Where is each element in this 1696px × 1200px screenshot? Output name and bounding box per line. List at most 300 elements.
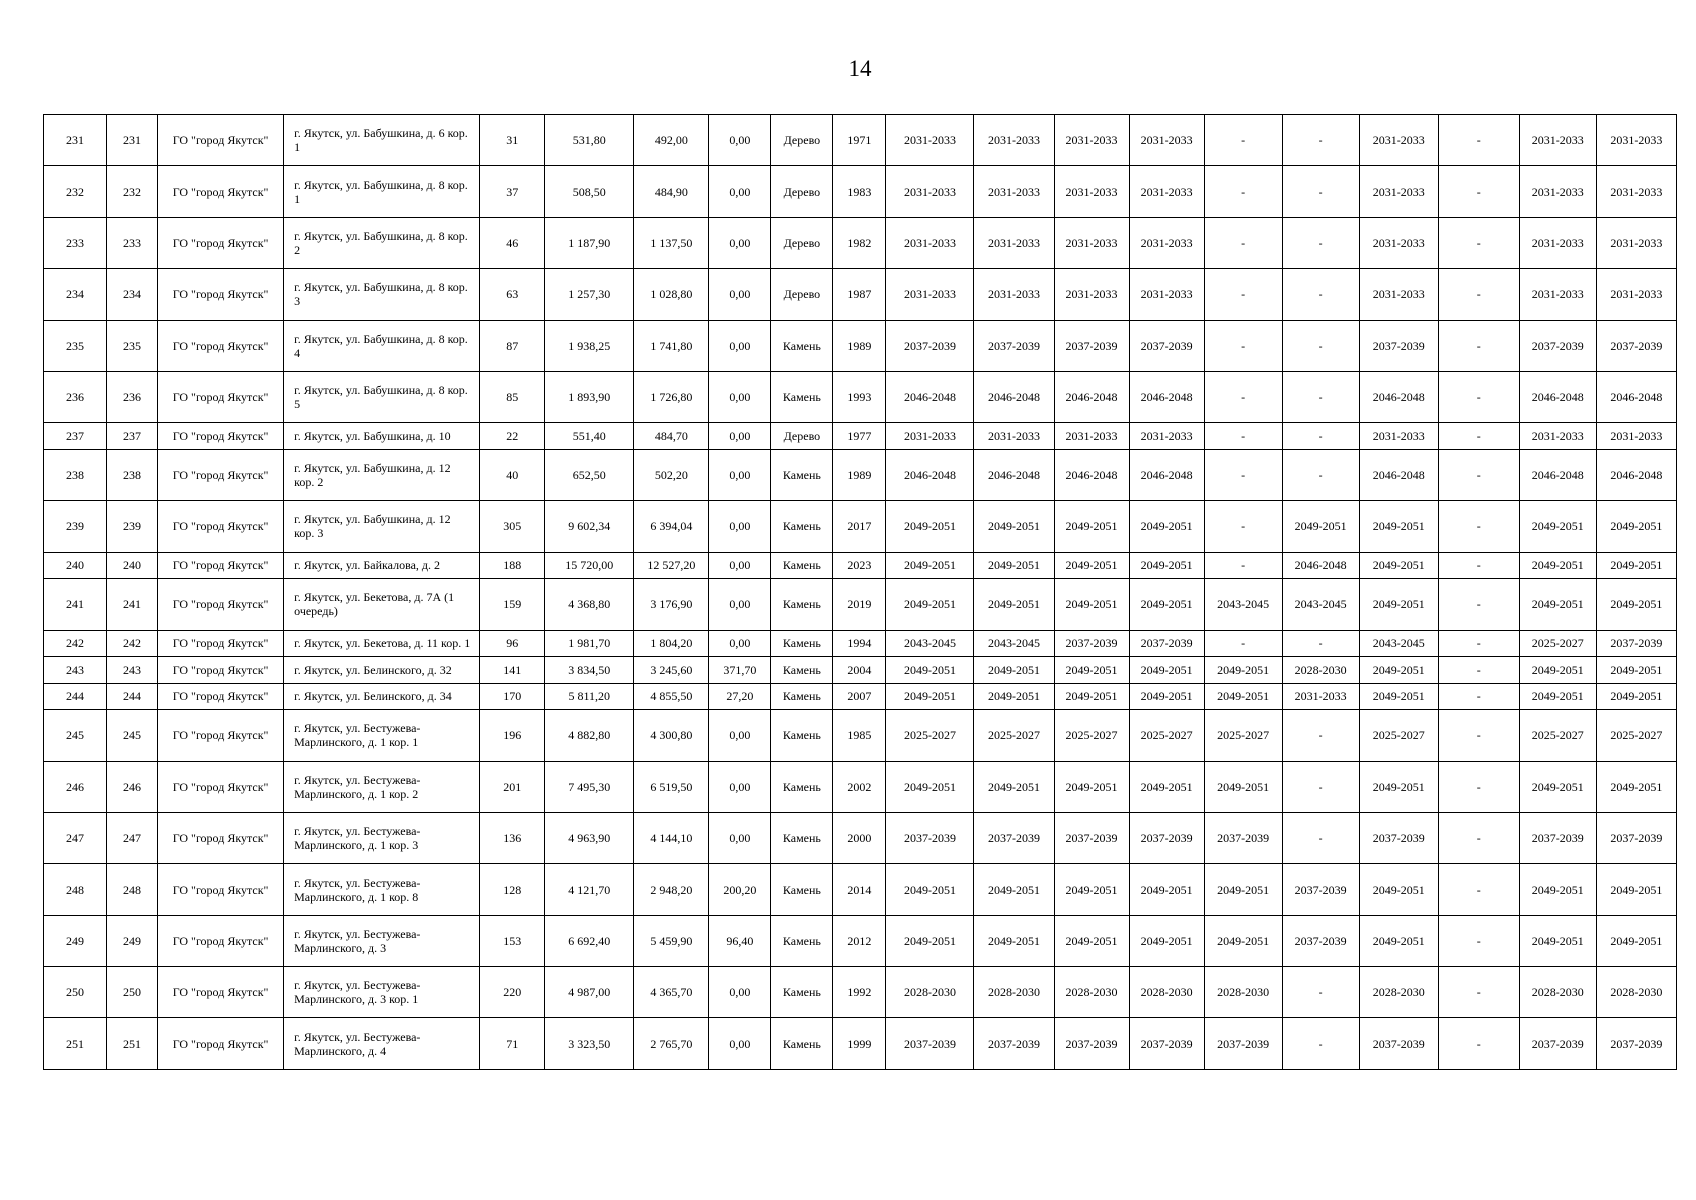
cell-period-water-supply: 2037-2039 — [1204, 812, 1282, 863]
cell-period-facade: 2049-2051 — [974, 761, 1054, 812]
cell-period-foundation: 2031-2033 — [1054, 269, 1129, 320]
cell-period-roof: 2031-2033 — [886, 217, 974, 268]
cell-row-number: 241 — [44, 579, 107, 630]
cell-period-foundation: 2049-2051 — [1054, 657, 1129, 684]
cell-period-elevator: - — [1282, 761, 1359, 812]
housing-registry-table — [43, 114, 1677, 1070]
cell-row-number: 242 — [44, 630, 107, 657]
cell-period-foundation: 2028-2030 — [1054, 967, 1129, 1018]
cell-period-facade: 2049-2051 — [974, 579, 1054, 630]
cell-period-elevator: 2049-2051 — [1282, 501, 1359, 552]
cell-period-facade: 2031-2033 — [974, 269, 1054, 320]
cell-period-electric: 2028-2030 — [1359, 967, 1438, 1018]
cell-period-basement: - — [1438, 967, 1519, 1018]
cell-period-gas: 2037-2039 — [1596, 630, 1676, 657]
table-row — [44, 449, 1677, 500]
cell-nonresidential-area: 0,00 — [709, 761, 771, 812]
cell-period-water-supply: - — [1204, 449, 1282, 500]
cell-address: г. Якутск, ул. Бабушкина, д. 8 кор. 2 — [284, 217, 480, 268]
cell-period-roof: 2049-2051 — [886, 552, 974, 579]
cell-wall-material: Камень — [771, 683, 833, 710]
cell-address: г. Якутск, ул. Бестужева-Марлинского, д. 3 — [284, 915, 480, 966]
cell-period-foundation: 2046-2048 — [1054, 371, 1129, 422]
table-row — [44, 710, 1677, 761]
cell-period-gas: 2031-2033 — [1596, 166, 1676, 217]
cell-period-sewerage: 2025-2027 — [1519, 710, 1596, 761]
cell-row-number: 246 — [44, 761, 107, 812]
cell-period-foundation: 2037-2039 — [1054, 320, 1129, 371]
cell-nonresidential-area: 0,00 — [709, 217, 771, 268]
cell-municipality: ГО "город Якутск" — [158, 864, 284, 915]
table-row — [44, 915, 1677, 966]
cell-house-id: 232 — [107, 166, 158, 217]
cell-period-roof: 2031-2033 — [886, 269, 974, 320]
cell-period-sewerage: 2031-2033 — [1519, 166, 1596, 217]
cell-wall-material: Камень — [771, 864, 833, 915]
cell-address: г. Якутск, ул. Бабушкина, д. 10 — [284, 423, 480, 450]
table-row — [44, 320, 1677, 371]
table-row — [44, 552, 1677, 579]
cell-row-number: 239 — [44, 501, 107, 552]
cell-nonresidential-area: 0,00 — [709, 423, 771, 450]
cell-nonresidential-area: 0,00 — [709, 501, 771, 552]
cell-wall-material: Камень — [771, 320, 833, 371]
cell-period-heating: 2049-2051 — [1129, 579, 1204, 630]
cell-period-basement: - — [1438, 710, 1519, 761]
cell-row-number: 235 — [44, 320, 107, 371]
cell-commissioning-year: 2000 — [833, 812, 886, 863]
cell-nonresidential-area: 0,00 — [709, 269, 771, 320]
cell-period-facade: 2046-2048 — [974, 449, 1054, 500]
cell-period-basement: - — [1438, 864, 1519, 915]
cell-period-facade: 2049-2051 — [974, 552, 1054, 579]
cell-municipality: ГО "город Якутск" — [158, 423, 284, 450]
cell-municipality: ГО "город Якутск" — [158, 449, 284, 500]
cell-house-id: 249 — [107, 915, 158, 966]
cell-house-id: 241 — [107, 579, 158, 630]
cell-total-area: 1 938,25 — [545, 320, 634, 371]
cell-period-electric: 2037-2039 — [1359, 320, 1438, 371]
cell-period-heating: 2049-2051 — [1129, 552, 1204, 579]
cell-house-id: 239 — [107, 501, 158, 552]
cell-house-id: 244 — [107, 683, 158, 710]
cell-residential-area: 12 527,20 — [634, 552, 709, 579]
cell-period-facade: 2043-2045 — [974, 630, 1054, 657]
cell-period-sewerage: 2031-2033 — [1519, 269, 1596, 320]
cell-address: г. Якутск, ул. Белинского, д. 34 — [284, 683, 480, 710]
cell-period-heating: 2037-2039 — [1129, 812, 1204, 863]
cell-nonresidential-area: 0,00 — [709, 552, 771, 579]
cell-wall-material: Камень — [771, 915, 833, 966]
cell-address: г. Якутск, ул. Бабушкина, д. 8 кор. 1 — [284, 166, 480, 217]
cell-total-area: 4 963,90 — [545, 812, 634, 863]
cell-residential-area: 1 137,50 — [634, 217, 709, 268]
cell-period-gas: 2046-2048 — [1596, 449, 1676, 500]
cell-house-id: 240 — [107, 552, 158, 579]
cell-municipality: ГО "город Якутск" — [158, 630, 284, 657]
cell-period-electric: 2031-2033 — [1359, 423, 1438, 450]
cell-period-foundation: 2031-2033 — [1054, 217, 1129, 268]
table-row — [44, 683, 1677, 710]
cell-period-elevator: - — [1282, 710, 1359, 761]
cell-wall-material: Камень — [771, 630, 833, 657]
cell-period-elevator: - — [1282, 967, 1359, 1018]
cell-nonresidential-area: 200,20 — [709, 864, 771, 915]
cell-period-facade: 2031-2033 — [974, 166, 1054, 217]
cell-period-basement: - — [1438, 449, 1519, 500]
cell-wall-material: Дерево — [771, 269, 833, 320]
cell-period-foundation: 2037-2039 — [1054, 1018, 1129, 1070]
cell-period-elevator: 2031-2033 — [1282, 683, 1359, 710]
cell-period-sewerage: 2049-2051 — [1519, 579, 1596, 630]
table-row — [44, 579, 1677, 630]
table-row — [44, 630, 1677, 657]
cell-period-facade: 2037-2039 — [974, 812, 1054, 863]
cell-residents: 136 — [480, 812, 545, 863]
cell-commissioning-year: 1994 — [833, 630, 886, 657]
cell-period-roof: 2049-2051 — [886, 864, 974, 915]
cell-period-roof: 2028-2030 — [886, 967, 974, 1018]
cell-period-water-supply: 2037-2039 — [1204, 1018, 1282, 1070]
cell-total-area: 508,50 — [545, 166, 634, 217]
cell-period-gas: 2037-2039 — [1596, 1018, 1676, 1070]
cell-municipality: ГО "город Якутск" — [158, 371, 284, 422]
cell-period-heating: 2031-2033 — [1129, 166, 1204, 217]
cell-period-sewerage: 2049-2051 — [1519, 915, 1596, 966]
cell-residents: 87 — [480, 320, 545, 371]
cell-wall-material: Камень — [771, 657, 833, 684]
cell-period-electric: 2046-2048 — [1359, 449, 1438, 500]
cell-period-heating: 2049-2051 — [1129, 915, 1204, 966]
cell-total-area: 1 981,70 — [545, 630, 634, 657]
cell-total-area: 5 811,20 — [545, 683, 634, 710]
cell-period-electric: 2049-2051 — [1359, 915, 1438, 966]
cell-period-electric: 2049-2051 — [1359, 683, 1438, 710]
cell-period-elevator: - — [1282, 812, 1359, 863]
cell-period-foundation: 2031-2033 — [1054, 423, 1129, 450]
cell-period-heating: 2025-2027 — [1129, 710, 1204, 761]
cell-period-roof: 2049-2051 — [886, 761, 974, 812]
cell-period-sewerage: 2046-2048 — [1519, 449, 1596, 500]
cell-period-elevator: - — [1282, 320, 1359, 371]
cell-address: г. Якутск, ул. Бабушкина, д. 12 кор. 3 — [284, 501, 480, 552]
cell-wall-material: Камень — [771, 967, 833, 1018]
cell-period-foundation: 2031-2033 — [1054, 166, 1129, 217]
cell-period-roof: 2049-2051 — [886, 683, 974, 710]
cell-period-water-supply: 2049-2051 — [1204, 864, 1282, 915]
cell-residents: 305 — [480, 501, 545, 552]
table-row — [44, 217, 1677, 268]
cell-address: г. Якутск, ул. Белинского, д. 32 — [284, 657, 480, 684]
cell-period-electric: 2049-2051 — [1359, 579, 1438, 630]
cell-row-number: 249 — [44, 915, 107, 966]
cell-period-roof: 2031-2033 — [886, 115, 974, 166]
cell-period-roof: 2031-2033 — [886, 423, 974, 450]
cell-residents: 22 — [480, 423, 545, 450]
cell-row-number: 237 — [44, 423, 107, 450]
cell-total-area: 6 692,40 — [545, 915, 634, 966]
cell-address: г. Якутск, ул. Бабушкина, д. 8 кор. 3 — [284, 269, 480, 320]
cell-period-electric: 2037-2039 — [1359, 812, 1438, 863]
cell-row-number: 247 — [44, 812, 107, 863]
cell-residents: 63 — [480, 269, 545, 320]
cell-house-id: 250 — [107, 967, 158, 1018]
cell-residents: 153 — [480, 915, 545, 966]
cell-period-basement: - — [1438, 217, 1519, 268]
cell-period-water-supply: - — [1204, 630, 1282, 657]
cell-period-basement: - — [1438, 1018, 1519, 1070]
cell-wall-material: Камень — [771, 579, 833, 630]
cell-commissioning-year: 1985 — [833, 710, 886, 761]
cell-period-sewerage: 2031-2033 — [1519, 217, 1596, 268]
cell-period-electric: 2049-2051 — [1359, 761, 1438, 812]
cell-period-gas: 2049-2051 — [1596, 552, 1676, 579]
cell-wall-material: Камень — [771, 812, 833, 863]
cell-residents: 85 — [480, 371, 545, 422]
cell-period-gas: 2037-2039 — [1596, 812, 1676, 863]
cell-period-gas: 2028-2030 — [1596, 967, 1676, 1018]
cell-period-heating: 2031-2033 — [1129, 217, 1204, 268]
cell-house-id: 238 — [107, 449, 158, 500]
cell-residential-area: 3 245,60 — [634, 657, 709, 684]
cell-period-elevator: - — [1282, 166, 1359, 217]
cell-residents: 128 — [480, 864, 545, 915]
cell-residents: 31 — [480, 115, 545, 166]
cell-address: г. Якутск, ул. Бабушкина, д. 8 кор. 4 — [284, 320, 480, 371]
cell-period-elevator: 2037-2039 — [1282, 915, 1359, 966]
cell-period-sewerage: 2049-2051 — [1519, 657, 1596, 684]
cell-commissioning-year: 2002 — [833, 761, 886, 812]
cell-period-heating: 2049-2051 — [1129, 761, 1204, 812]
cell-nonresidential-area: 371,70 — [709, 657, 771, 684]
cell-residential-area: 3 176,90 — [634, 579, 709, 630]
cell-period-facade: 2049-2051 — [974, 657, 1054, 684]
cell-nonresidential-area: 0,00 — [709, 630, 771, 657]
cell-residential-area: 4 855,50 — [634, 683, 709, 710]
cell-residential-area: 492,00 — [634, 115, 709, 166]
cell-nonresidential-area: 0,00 — [709, 710, 771, 761]
cell-period-water-supply: - — [1204, 115, 1282, 166]
cell-period-facade: 2049-2051 — [974, 915, 1054, 966]
cell-period-sewerage: 2049-2051 — [1519, 864, 1596, 915]
cell-commissioning-year: 1989 — [833, 449, 886, 500]
cell-commissioning-year: 2012 — [833, 915, 886, 966]
cell-period-foundation: 2049-2051 — [1054, 864, 1129, 915]
cell-period-elevator: 2043-2045 — [1282, 579, 1359, 630]
cell-residential-area: 1 804,20 — [634, 630, 709, 657]
cell-period-water-supply: 2025-2027 — [1204, 710, 1282, 761]
cell-commissioning-year: 1987 — [833, 269, 886, 320]
cell-period-gas: 2031-2033 — [1596, 423, 1676, 450]
cell-period-heating: 2037-2039 — [1129, 630, 1204, 657]
cell-commissioning-year: 1977 — [833, 423, 886, 450]
cell-nonresidential-area: 0,00 — [709, 371, 771, 422]
cell-period-gas: 2031-2033 — [1596, 115, 1676, 166]
cell-residents: 196 — [480, 710, 545, 761]
cell-row-number: 251 — [44, 1018, 107, 1070]
cell-address: г. Якутск, ул. Байкалова, д. 2 — [284, 552, 480, 579]
cell-total-area: 3 834,50 — [545, 657, 634, 684]
cell-period-sewerage: 2037-2039 — [1519, 1018, 1596, 1070]
cell-period-facade: 2037-2039 — [974, 1018, 1054, 1070]
cell-wall-material: Дерево — [771, 115, 833, 166]
cell-period-electric: 2049-2051 — [1359, 657, 1438, 684]
cell-period-elevator: - — [1282, 269, 1359, 320]
cell-house-id: 231 — [107, 115, 158, 166]
cell-period-water-supply: 2049-2051 — [1204, 657, 1282, 684]
cell-period-heating: 2046-2048 — [1129, 371, 1204, 422]
cell-residential-area: 484,70 — [634, 423, 709, 450]
cell-period-roof: 2037-2039 — [886, 812, 974, 863]
cell-period-gas: 2037-2039 — [1596, 320, 1676, 371]
cell-total-area: 551,40 — [545, 423, 634, 450]
cell-municipality: ГО "город Якутск" — [158, 217, 284, 268]
cell-period-electric: 2049-2051 — [1359, 552, 1438, 579]
cell-period-elevator: 2046-2048 — [1282, 552, 1359, 579]
cell-period-basement: - — [1438, 552, 1519, 579]
cell-nonresidential-area: 0,00 — [709, 967, 771, 1018]
cell-total-area: 4 121,70 — [545, 864, 634, 915]
cell-house-id: 233 — [107, 217, 158, 268]
table-row — [44, 501, 1677, 552]
cell-period-basement: - — [1438, 915, 1519, 966]
cell-period-basement: - — [1438, 683, 1519, 710]
cell-nonresidential-area: 0,00 — [709, 166, 771, 217]
cell-residents: 170 — [480, 683, 545, 710]
cell-period-elevator: - — [1282, 371, 1359, 422]
cell-commissioning-year: 2007 — [833, 683, 886, 710]
cell-total-area: 15 720,00 — [545, 552, 634, 579]
cell-period-facade: 2049-2051 — [974, 864, 1054, 915]
cell-period-roof: 2049-2051 — [886, 501, 974, 552]
cell-municipality: ГО "город Якутск" — [158, 320, 284, 371]
cell-period-facade: 2037-2039 — [974, 320, 1054, 371]
cell-period-water-supply: - — [1204, 217, 1282, 268]
cell-period-facade: 2049-2051 — [974, 501, 1054, 552]
cell-address: г. Якутск, ул. Бестужева-Марлинского, д. 4 — [284, 1018, 480, 1070]
cell-address: г. Якутск, ул. Бабушкина, д. 6 кор. 1 — [284, 115, 480, 166]
cell-period-elevator: 2028-2030 — [1282, 657, 1359, 684]
cell-period-roof: 2046-2048 — [886, 449, 974, 500]
cell-period-gas: 2031-2033 — [1596, 217, 1676, 268]
cell-address: г. Якутск, ул. Бабушкина, д. 8 кор. 5 — [284, 371, 480, 422]
cell-house-id: 234 — [107, 269, 158, 320]
cell-period-gas: 2025-2027 — [1596, 710, 1676, 761]
table-row — [44, 657, 1677, 684]
cell-commissioning-year: 2019 — [833, 579, 886, 630]
page-number: 14 — [848, 56, 872, 81]
cell-wall-material: Камень — [771, 501, 833, 552]
cell-municipality: ГО "город Якутск" — [158, 552, 284, 579]
cell-house-id: 246 — [107, 761, 158, 812]
cell-period-sewerage: 2049-2051 — [1519, 552, 1596, 579]
cell-residential-area: 2 765,70 — [634, 1018, 709, 1070]
cell-wall-material: Камень — [771, 1018, 833, 1070]
cell-period-foundation: 2049-2051 — [1054, 915, 1129, 966]
cell-row-number: 238 — [44, 449, 107, 500]
cell-residential-area: 4 365,70 — [634, 967, 709, 1018]
cell-period-gas: 2049-2051 — [1596, 683, 1676, 710]
cell-period-sewerage: 2031-2033 — [1519, 115, 1596, 166]
cell-period-heating: 2031-2033 — [1129, 115, 1204, 166]
cell-commissioning-year: 1971 — [833, 115, 886, 166]
table-row — [44, 1018, 1677, 1070]
cell-period-foundation: 2046-2048 — [1054, 449, 1129, 500]
cell-period-foundation: 2049-2051 — [1054, 552, 1129, 579]
cell-period-facade: 2031-2033 — [974, 217, 1054, 268]
cell-period-heating: 2031-2033 — [1129, 269, 1204, 320]
cell-nonresidential-area: 0,00 — [709, 812, 771, 863]
cell-row-number: 236 — [44, 371, 107, 422]
cell-address: г. Якутск, ул. Бестужева-Марлинского, д. 3 кор. 1 — [284, 967, 480, 1018]
cell-period-sewerage: 2028-2030 — [1519, 967, 1596, 1018]
cell-period-gas: 2049-2051 — [1596, 579, 1676, 630]
cell-address: г. Якутск, ул. Бекетова, д. 7А (1 очередь) — [284, 579, 480, 630]
cell-house-id: 248 — [107, 864, 158, 915]
cell-period-elevator: 2037-2039 — [1282, 864, 1359, 915]
cell-period-sewerage: 2049-2051 — [1519, 501, 1596, 552]
cell-period-water-supply: 2043-2045 — [1204, 579, 1282, 630]
cell-house-id: 245 — [107, 710, 158, 761]
cell-house-id: 247 — [107, 812, 158, 863]
cell-wall-material: Камень — [771, 761, 833, 812]
cell-period-sewerage: 2049-2051 — [1519, 761, 1596, 812]
cell-residents: 188 — [480, 552, 545, 579]
cell-row-number: 243 — [44, 657, 107, 684]
table-row — [44, 371, 1677, 422]
cell-house-id: 243 — [107, 657, 158, 684]
cell-residential-area: 4 144,10 — [634, 812, 709, 863]
cell-row-number: 245 — [44, 710, 107, 761]
cell-period-foundation: 2049-2051 — [1054, 683, 1129, 710]
cell-municipality: ГО "город Якутск" — [158, 657, 284, 684]
cell-address: г. Якутск, ул. Бестужева-Марлинского, д. 1 кор. 8 — [284, 864, 480, 915]
cell-commissioning-year: 1999 — [833, 1018, 886, 1070]
cell-period-elevator: - — [1282, 217, 1359, 268]
cell-total-area: 531,80 — [545, 115, 634, 166]
cell-municipality: ГО "город Якутск" — [158, 1018, 284, 1070]
cell-period-gas: 2049-2051 — [1596, 501, 1676, 552]
cell-period-foundation: 2049-2051 — [1054, 579, 1129, 630]
cell-residential-area: 1 726,80 — [634, 371, 709, 422]
cell-commissioning-year: 2014 — [833, 864, 886, 915]
cell-period-elevator: - — [1282, 115, 1359, 166]
cell-residents: 46 — [480, 217, 545, 268]
cell-row-number: 233 — [44, 217, 107, 268]
cell-row-number: 250 — [44, 967, 107, 1018]
cell-address: г. Якутск, ул. Бестужева-Марлинского, д. 1 кор. 2 — [284, 761, 480, 812]
cell-commissioning-year: 2017 — [833, 501, 886, 552]
cell-period-electric: 2049-2051 — [1359, 501, 1438, 552]
cell-total-area: 652,50 — [545, 449, 634, 500]
cell-period-water-supply: - — [1204, 501, 1282, 552]
table-row — [44, 423, 1677, 450]
cell-period-sewerage: 2037-2039 — [1519, 812, 1596, 863]
cell-period-basement: - — [1438, 166, 1519, 217]
cell-wall-material: Камень — [771, 371, 833, 422]
cell-commissioning-year: 1992 — [833, 967, 886, 1018]
cell-residential-area: 4 300,80 — [634, 710, 709, 761]
cell-period-sewerage: 2037-2039 — [1519, 320, 1596, 371]
cell-period-heating: 2049-2051 — [1129, 657, 1204, 684]
cell-nonresidential-area: 0,00 — [709, 579, 771, 630]
cell-wall-material: Камень — [771, 710, 833, 761]
cell-period-gas: 2046-2048 — [1596, 371, 1676, 422]
cell-residential-area: 6 394,04 — [634, 501, 709, 552]
cell-house-id: 235 — [107, 320, 158, 371]
cell-total-area: 9 602,34 — [545, 501, 634, 552]
cell-period-heating: 2049-2051 — [1129, 501, 1204, 552]
